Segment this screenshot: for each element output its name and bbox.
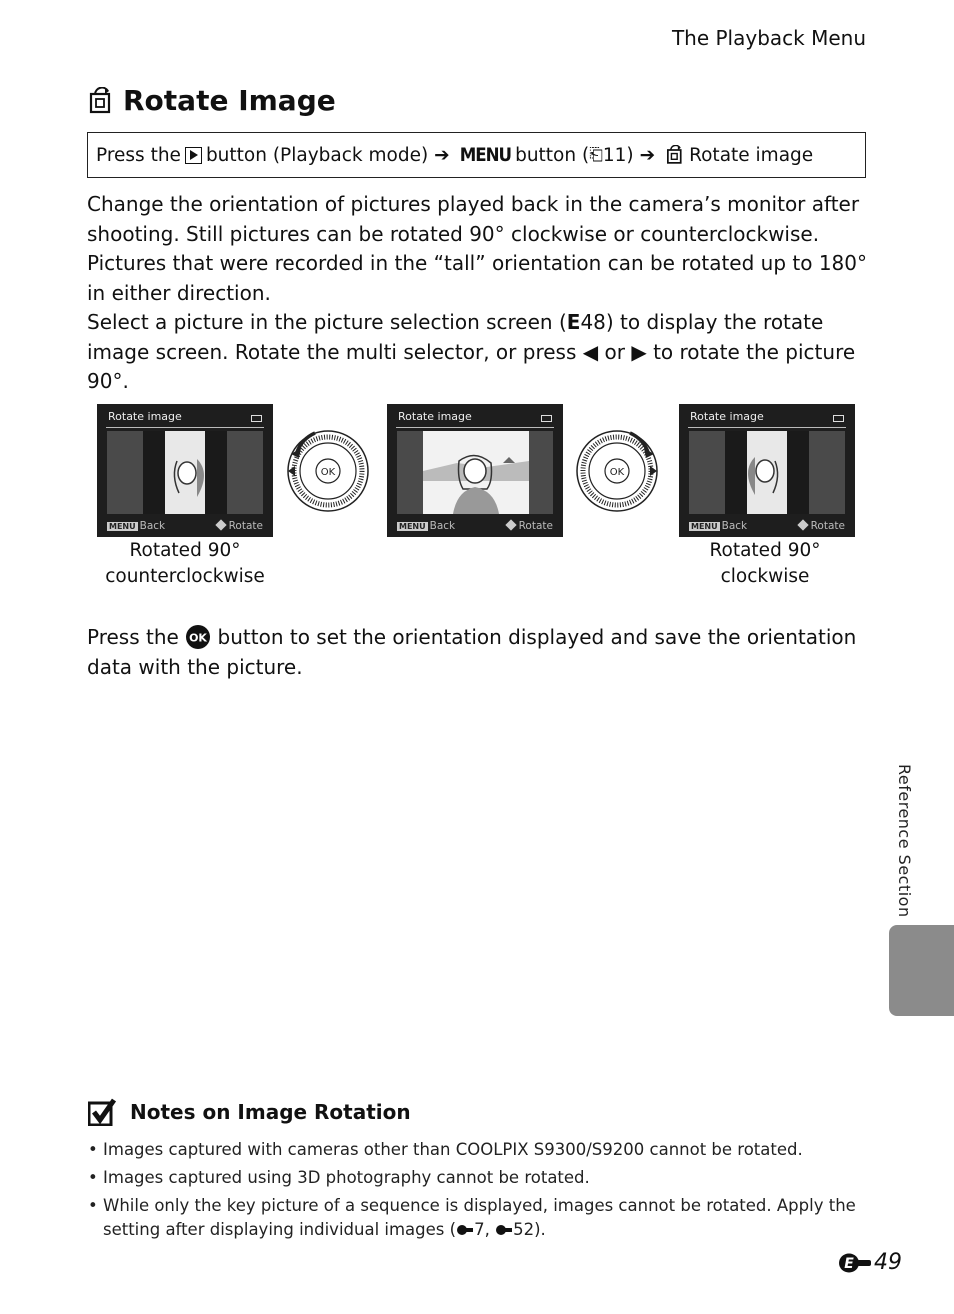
rotate-label: Rotate	[810, 520, 845, 532]
list-item	[88, 1194, 868, 1242]
notes-list	[88, 1138, 868, 1246]
rotate-image-icon	[87, 87, 115, 115]
battery-icon	[833, 415, 844, 422]
p4-text-b: button to set the orientation displayed and save the orientation data with the picture.	[87, 625, 857, 679]
list-item: • Images captured with cameras other than COOLPIX S9300/S9200 cannot be rotated.	[88, 1138, 868, 1162]
screen-title: Rotate image	[108, 410, 182, 423]
rotate-label: Rotate	[518, 520, 553, 532]
e-ref-icon	[456, 1224, 474, 1236]
svg-text:E: E	[844, 1255, 854, 1272]
nav-text-3: button (	[515, 144, 590, 166]
nav-page-ref: 11)	[602, 144, 634, 166]
screen-title: Rotate image	[690, 410, 764, 423]
menu-button-icon: MENU	[459, 144, 512, 166]
book-icon: ⎗	[589, 145, 603, 165]
list-item: • Images captured using 3D photography cannot be rotated.	[88, 1166, 868, 1190]
rotate-dial-icon	[797, 519, 808, 530]
rotate-dial-icon	[215, 519, 226, 530]
screen-footer	[107, 520, 263, 532]
ok-icon-label: OK	[189, 631, 208, 645]
ok-label: OK	[609, 467, 625, 478]
p3-text-c: to rotate the picture 90°.	[87, 339, 856, 393]
rotate-label: Rotate	[228, 520, 263, 532]
divider	[396, 427, 554, 428]
rotated-photo	[689, 431, 845, 514]
caption-line-2: clockwise	[720, 566, 810, 587]
menu-icon: MENU	[691, 522, 718, 531]
battery-icon	[251, 415, 262, 422]
rotated-photo	[107, 431, 263, 514]
left-arrow-icon: ◀	[582, 339, 599, 364]
nav-text-4: Rotate image	[689, 144, 814, 166]
footer-back	[397, 520, 455, 532]
caption-line-2: counterclockwise	[105, 566, 265, 587]
battery-icon	[541, 415, 552, 422]
list-item-ref-1: 7,	[474, 1220, 496, 1239]
p4-text-a: Press the	[87, 625, 179, 649]
ok-label: OK	[320, 467, 336, 478]
sidebar-label: Reference Section	[895, 764, 914, 918]
back-label: Back	[139, 520, 166, 532]
caption-line-1: Rotated 90°	[129, 540, 241, 561]
nav-text-2: button (Playback mode)	[205, 144, 429, 166]
screen-footer	[689, 520, 845, 532]
caption-counterclockwise	[90, 538, 280, 590]
screen-title: Rotate image	[398, 410, 472, 423]
p3-or: or	[604, 339, 625, 364]
screen-clockwise	[679, 404, 855, 537]
multi-selector-cw-icon	[574, 428, 660, 514]
rotate-dial-icon	[505, 519, 516, 530]
multi-selector-ccw-icon	[285, 428, 371, 514]
original-photo	[397, 431, 553, 514]
nav-text-1: Press the	[96, 144, 181, 166]
p3-text-b: 48) to display the rotate image screen. Rotate the multi selector, or press	[87, 310, 824, 364]
paragraph-3	[87, 308, 867, 397]
check-icon	[88, 1098, 116, 1126]
paragraph-2: Pictures that were recorded in the “tall” orientation can be rotated up to 180° in either direction.	[87, 251, 867, 305]
paragraph-1: Change the orientation of pictures played back in the camera’s monitor after shooting. Still pictures can be rotated 90° clockwise or counterclockwise.	[87, 192, 860, 246]
footer-rotate	[799, 520, 845, 532]
footer-back	[107, 520, 165, 532]
list-item-text: While only the key picture of a sequence is displayed, images cannot be rotated. Apply the setting after displaying individual images (	[103, 1196, 856, 1239]
screen-footer	[397, 520, 553, 532]
divider	[688, 427, 846, 428]
divider	[106, 427, 264, 428]
screen-counterclockwise	[97, 404, 273, 537]
p3-text-a: Select a picture in the picture selection screen (	[87, 310, 567, 334]
footer-rotate	[217, 520, 263, 532]
ok-button-icon	[185, 624, 211, 650]
caption-line-1: Rotated 90°	[709, 540, 821, 561]
section-title-text: Rotate Image	[123, 84, 336, 117]
footer-rotate	[507, 520, 553, 532]
paragraph-4	[87, 623, 867, 682]
right-arrow-icon: ▶	[631, 339, 647, 364]
e-section-icon	[838, 1252, 872, 1274]
back-label: Back	[429, 520, 456, 532]
screen-original	[387, 404, 563, 537]
page-number	[838, 1250, 902, 1275]
menu-icon: MENU	[109, 522, 136, 531]
notes-heading	[88, 1098, 411, 1126]
page-number-text: 49	[874, 1250, 902, 1275]
running-header: The Playback Menu	[671, 26, 866, 50]
arrow-icon: ➔	[639, 144, 656, 166]
e-ref-icon: E	[566, 310, 581, 334]
playback-button-icon	[185, 147, 202, 164]
rotate-image-icon	[665, 145, 685, 165]
navigation-path	[87, 132, 866, 178]
arrow-icon: ➔	[434, 144, 450, 166]
menu-icon: MENU	[399, 522, 426, 531]
notes-title: Notes on Image Rotation	[130, 1100, 411, 1124]
back-label: Back	[721, 520, 748, 532]
caption-clockwise	[670, 538, 860, 590]
section-title	[87, 84, 336, 117]
e-ref-icon	[495, 1224, 513, 1236]
footer-back	[689, 520, 747, 532]
section-tab	[889, 925, 954, 1016]
list-item-ref-2: 52).	[513, 1220, 546, 1239]
